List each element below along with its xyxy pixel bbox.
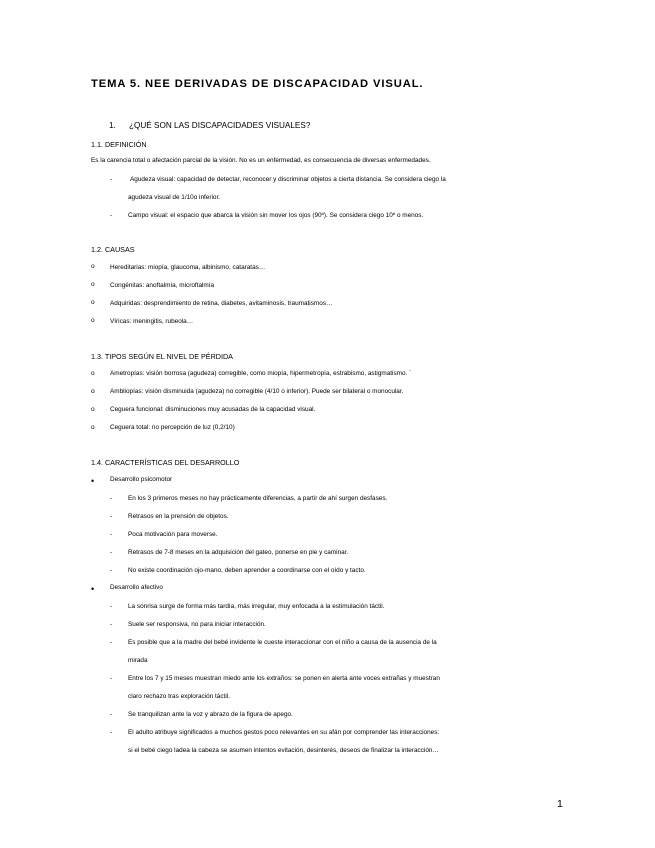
definicion-item-2: Campo visual: el espacio que abarca la visión sin mover los ojos (90º). Se considera ciego 10º o menos.	[128, 212, 424, 219]
round-bullet: •	[91, 476, 95, 486]
definicion-item-1-line1: Agudeza visual: capacidad de detectar, reconocer y discriminar objetos a cierta distancia. Se considera ciego la	[130, 176, 446, 183]
tipos-item-1: Ametropías: visión borrosa (agudeza) corregible, como miopía, hipermetropía, estrabismo, astigmatismo. `	[110, 370, 412, 377]
afectivo-item-5: Se tranquilizan ante la voz y abrazo de la figura de apego.	[128, 711, 293, 718]
o-bullet: o	[91, 370, 95, 377]
o-bullet: o	[91, 406, 95, 413]
dash-bullet: -	[110, 531, 113, 538]
tipos-item-2: Ambliopías: visión disminuida (agudeza) no corregible (4/10 o inferior). Puede ser bilateral o monocular.	[110, 388, 404, 395]
psicomotor-label: Desarrollo psicomotor	[110, 476, 173, 483]
o-bullet: o	[91, 317, 95, 324]
causas-item-3: Adquiridas: desprendimiento de retina, diabetes, avitaminosis, traumatismos…	[110, 300, 333, 307]
afectivo-item-1: La sonrisa surge de forma más tardía, más irregular, muy enfocada a la estimulación táctil.	[128, 603, 385, 610]
psicomotor-item-3: Poca motivación para moverse.	[128, 531, 218, 538]
dash-bullet: -	[110, 495, 113, 502]
dash-bullet: -	[110, 675, 113, 682]
subheading-tipos: 1.3. TIPOS SEGÚN EL NIVEL DE PÉRDIDA	[91, 352, 233, 361]
dash-bullet: -	[110, 603, 113, 610]
dash-bullet: -	[110, 176, 113, 183]
psicomotor-item-5: No existe coordinación ojo-mano, deben aprender a coordinarse con el oído y tacto.	[128, 567, 366, 574]
afectivo-item-3-line2: mirada	[128, 657, 148, 664]
dash-bullet: -	[110, 711, 113, 718]
o-bullet: o	[91, 299, 95, 306]
dash-bullet: -	[110, 621, 113, 628]
dash-bullet: -	[110, 567, 113, 574]
document-title: TEMA 5. NEE DERIVADAS DE DISCAPACIDAD VISUAL.	[91, 78, 424, 90]
tipos-item-4: Ceguera total: no percepción de luz (0,2/10)	[110, 424, 235, 431]
section-label: ¿QUÉ SON LAS DISCAPACIDADES VISUALES?	[129, 121, 311, 130]
psicomotor-item-2: Retrasos en la prensión de objetos.	[128, 513, 229, 520]
o-bullet: o	[91, 424, 95, 431]
afectivo-item-4-line2: claro rechazo tras exploración táctil.	[128, 693, 230, 700]
afectivo-item-4-line1: Entre los 7 y 15 meses muestran miedo ante los extraños: se ponen en alerta ante voces extrañas y muestran	[128, 675, 440, 682]
causas-item-1: Hereditarias: miopía, glaucoma, albinismo, cataratas…	[110, 264, 266, 271]
definicion-paragraph: Es la carencia total o afectación parcial de la visión. No es un enfermedad, es consecuencia de diversas enfermedades.	[91, 157, 431, 164]
dash-bullet: -	[110, 212, 113, 219]
round-bullet: •	[91, 584, 95, 594]
afectivo-label: Desarrollo afectivo	[110, 584, 163, 591]
o-bullet: o	[91, 388, 95, 395]
psicomotor-item-1: En los 3 primeros meses no hay prácticamente diferencias, a partir de ahí surgen desfases.	[128, 495, 388, 502]
definicion-item-1-line2: agudeza visual de 1/10o inferior.	[128, 194, 221, 201]
dash-bullet: -	[110, 549, 113, 556]
subheading-causas: 1.2. CAUSAS	[91, 245, 135, 254]
tipos-item-3: Ceguera funcional: disminuciones muy acusadas de la capacidad visual.	[110, 406, 316, 413]
psicomotor-item-4: Retrasos de 7-8 meses en la adquisición del gateo, ponerse en pie y caminar.	[128, 549, 349, 556]
afectivo-item-6-line2: si el bebé ciego ladea la cabeza se asumen intentos evitación, desinterés, deseos de finalizar la interacción…	[128, 747, 439, 754]
section-heading	[109, 121, 310, 130]
afectivo-item-3-line1: Es posible que a la madre del bebé invidente le cueste interaccionar con el niño a causa de la ausencia de la	[128, 639, 437, 646]
dash-bullet: -	[110, 729, 113, 736]
dash-bullet: -	[110, 513, 113, 520]
subheading-definicion: 1.1. DEFINICIÓN	[91, 140, 147, 149]
causas-item-4: Víricas: meningitis, rubeola…	[110, 318, 194, 325]
afectivo-item-6-line1: El adulto atribuye significados a muchos gestos poco relevantes en su afán por comprender las interacciones:	[128, 729, 440, 736]
afectivo-item-2: Suele ser responsiva, no para iniciar interacción.	[128, 621, 266, 628]
causas-item-2: Congénitas: anoftalmía, microftalmía	[110, 282, 215, 289]
o-bullet: o	[91, 281, 95, 288]
subheading-caracteristicas: 1.4. CARACTERÍSTICAS DEL DESARROLLO	[91, 458, 240, 467]
section-number: 1.	[109, 121, 116, 130]
o-bullet: o	[91, 263, 95, 270]
dash-bullet: -	[110, 639, 113, 646]
page-number: 1	[557, 798, 563, 810]
